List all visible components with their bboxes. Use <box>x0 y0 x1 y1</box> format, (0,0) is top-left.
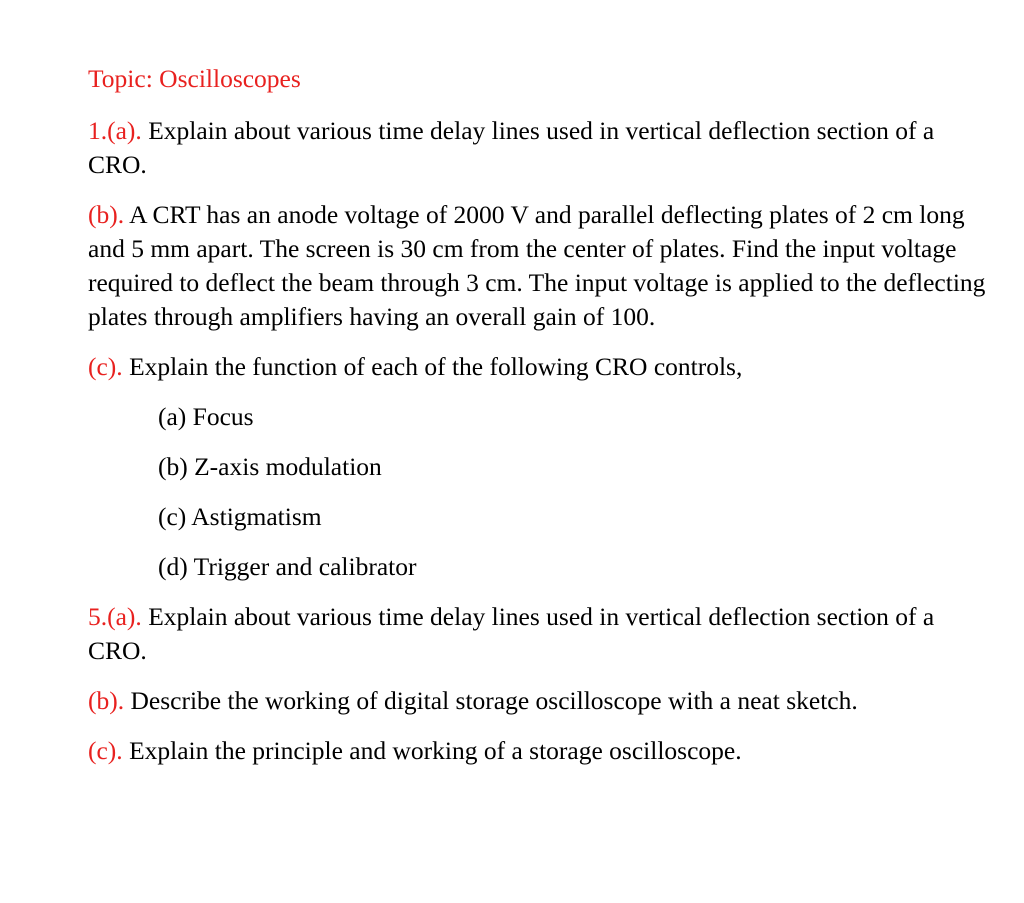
question-text: Explain the principle and working of a storage oscilloscope. <box>122 736 742 765</box>
question-text: Explain the function of each of the following CRO controls, <box>122 352 743 381</box>
question-text: Explain about various time delay lines used in vertical deflection section of a CRO. <box>88 602 935 665</box>
question-5c <box>88 734 988 768</box>
question-5b <box>88 684 988 718</box>
question-1a <box>88 114 988 182</box>
question-number: (c). <box>88 736 123 765</box>
question-number: 1.(a). <box>88 116 142 145</box>
list-item: (a) Focus <box>158 402 254 431</box>
question-5a <box>88 600 988 668</box>
question-text: A CRT has an anode voltage of 2000 V and parallel deflecting plates of 2 cm long and 5 mm apart. The screen is 30 cm from the center of plates. Find the input voltage required to deflect the beam through 3 cm. The input voltage is applied to the deflecting plates through amplifiers having an overall gain of 100. <box>88 200 986 331</box>
list-item: (c) Astigmatism <box>158 502 322 531</box>
list-item: (d) Trigger and calibrator <box>158 552 417 581</box>
list-item: (b) Z-axis modulation <box>158 452 382 481</box>
question-number: (b). <box>88 200 125 229</box>
topic-heading: Topic: Oscilloscopes <box>88 64 301 93</box>
question-text: Describe the working of digital storage oscilloscope with a neat sketch. <box>124 686 858 715</box>
question-number: 5.(a). <box>88 602 142 631</box>
question-1b <box>88 198 988 334</box>
question-1c <box>88 350 988 384</box>
question-number: (b). <box>88 686 125 715</box>
cro-controls-list <box>88 400 988 584</box>
question-number: (c). <box>88 352 123 381</box>
document-page <box>88 62 988 784</box>
question-text: Explain about various time delay lines used in vertical deflection section of a CRO. <box>88 116 935 179</box>
